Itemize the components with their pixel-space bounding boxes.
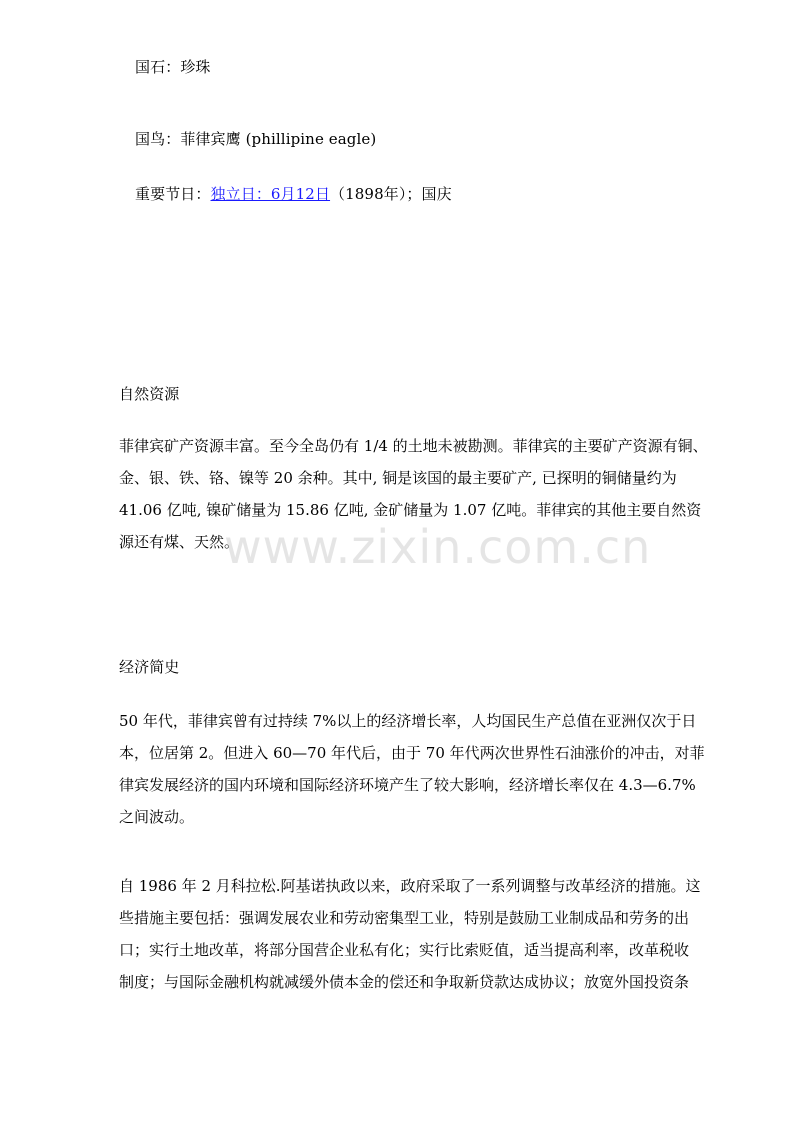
paragraph-line: 律宾发展经济的国内环境和国际经济环境产生了较大影响，经济增长率仅在 4.3—6.7% (119, 776, 696, 794)
paragraph-line: 源还有煤、天然。 (119, 533, 240, 551)
paragraph-line: 菲律宾矿产资源丰富。至今全岛仍有 1/4 的土地未被勘测。菲律宾的主要矿产资源有铜、 (119, 437, 708, 455)
national-bird-value: 菲律宾鹰 (phillipine eagle) (180, 130, 377, 148)
economy-paragraph-1 (119, 705, 741, 833)
paragraph-line: 自 1986 年 2 月科拉松.阿基诺执政以来，政府采取了一系列调整与改革经济的措施。这 (119, 877, 701, 895)
natural-resources-heading: 自然资源 (119, 385, 180, 403)
paragraph-line: 50 年代，菲律宾曾有过持续 7%以上的经济增长率，人均国民生产总值在亚洲仅次于日 (119, 712, 697, 730)
holiday-rest: （1898年）；国庆 (330, 185, 452, 203)
paragraph-line: 之间波动。 (119, 808, 195, 826)
paragraph-line: 41.06 亿吨, 镍矿储量为 15.86 亿吨, 金矿储量为 1.07 亿吨。菲律宾的其他主要自然资 (119, 501, 702, 519)
independence-day-link[interactable]: 独立日：6月12日 (210, 185, 331, 203)
economy-paragraph-2 (119, 870, 741, 998)
national-gem-line (135, 58, 211, 76)
paragraph-line: 本，位居第 2。但进入 60—70 年代后，由于 70 年代两次世界性石油涨价的冲击，对菲 (119, 744, 705, 762)
paragraph-line: 些措施主要包括：强调发展农业和劳动密集型工业，特别是鼓励工业制成品和劳务的出 (119, 909, 690, 927)
natural-resources-paragraph (119, 430, 741, 558)
holiday-label: 重要节日： (135, 185, 211, 203)
economy-heading: 经济简史 (119, 658, 180, 676)
national-bird-line (135, 130, 376, 148)
holiday-line (135, 185, 452, 203)
national-bird-label: 国鸟： (135, 130, 181, 148)
paragraph-line: 制度；与国际金融机构就减缓外债本金的偿还和争取新贷款达成协议；放宽外国投资条 (119, 973, 690, 991)
watermark: www.zixin.com.cn (224, 520, 652, 574)
paragraph-line: 金、银、铁、铬、镍等 20 余种。其中, 铜是该国的最主要矿产, 已探明的铜储量约为 (119, 469, 677, 487)
paragraph-line: 口；实行土地改革，将部分国营企业私有化；实行比索贬值，适当提高利率，改革税收 (119, 941, 690, 959)
national-gem-value: 珍珠 (180, 58, 211, 76)
national-gem-label: 国石： (135, 58, 181, 76)
